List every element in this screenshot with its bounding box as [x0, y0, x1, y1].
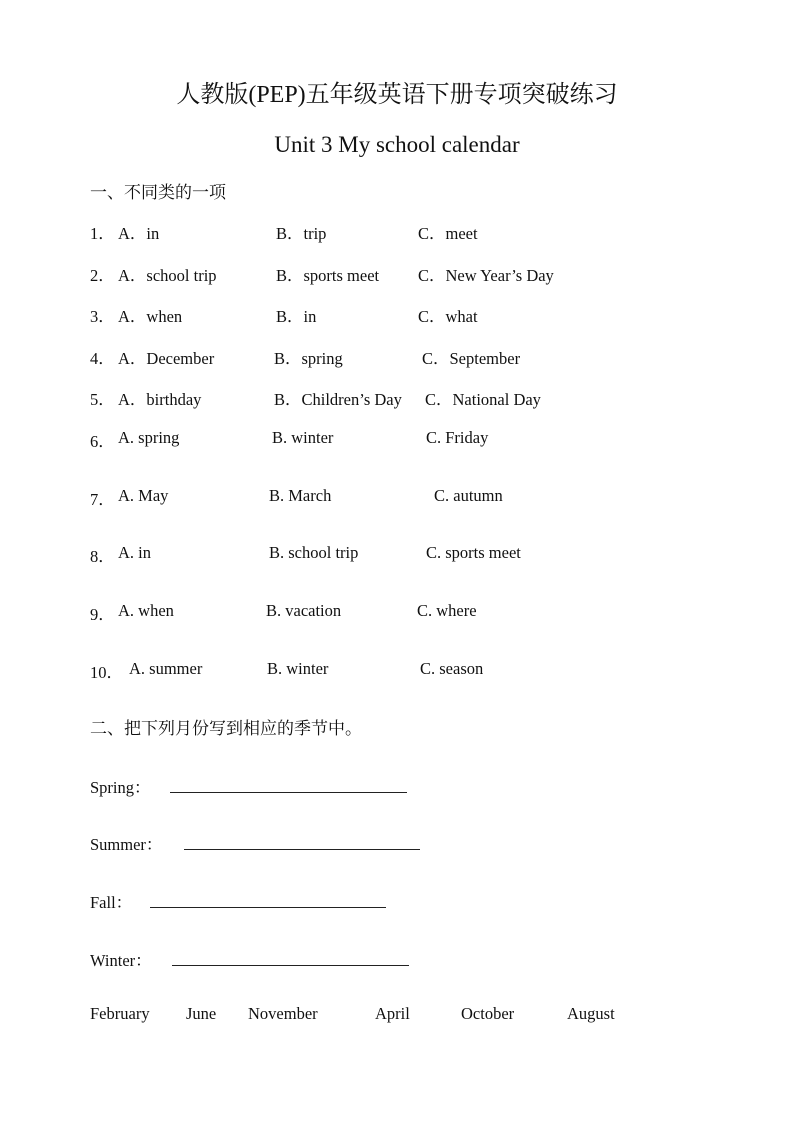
answer-line-summer[interactable]: [184, 849, 420, 850]
option-b: B. March: [269, 486, 332, 505]
option-c: C. sports meet: [426, 543, 521, 562]
answer-line-fall[interactable]: [150, 907, 386, 908]
answer-line-spring[interactable]: [170, 792, 407, 793]
option-b: B．in: [276, 307, 317, 326]
option-a: A．when: [118, 307, 183, 326]
option-b: B．sports meet: [276, 266, 380, 285]
option-b: B. winter: [267, 659, 329, 678]
option-a: A. when: [118, 601, 174, 620]
season-label-spring: Spring：: [90, 778, 151, 797]
month-word: November: [248, 1004, 318, 1023]
question-number: 1．: [90, 224, 115, 243]
option-b: B. vacation: [266, 601, 342, 620]
option-a: A. spring: [118, 428, 180, 447]
option-c: C. Friday: [426, 428, 489, 447]
page-title: 人教版(PEP)五年级英语下册专项突破练习: [176, 82, 618, 108]
option-b: B．Children’s Day: [274, 390, 402, 409]
option-b: B．trip: [276, 224, 327, 243]
section1-heading: 一、不同类的一项: [90, 183, 226, 202]
option-c: C．September: [422, 349, 521, 368]
option-a: A．December: [118, 349, 215, 368]
option-a: A．school trip: [118, 266, 217, 285]
option-c: C．National Day: [425, 390, 541, 409]
month-word: February: [90, 1004, 150, 1023]
question-number: 6．: [90, 432, 115, 451]
season-label-winter: Winter：: [90, 951, 152, 970]
question-number: 2．: [90, 266, 115, 285]
question-number: 9．: [90, 605, 115, 624]
section2-heading: 二、把下列月份写到相应的季节中。: [90, 719, 362, 738]
question-number: 4．: [90, 349, 115, 368]
season-label-summer: Summer：: [90, 835, 163, 854]
option-b: B. winter: [272, 428, 334, 447]
month-word: April: [375, 1004, 410, 1023]
option-a: A. May: [118, 486, 169, 505]
month-word: October: [461, 1004, 515, 1023]
option-c: C. where: [417, 601, 477, 620]
option-c: C．meet: [418, 224, 478, 243]
season-label-fall: Fall：: [90, 893, 133, 912]
option-a: A．birthday: [118, 390, 202, 409]
option-c: C．what: [418, 307, 478, 326]
page-subtitle: Unit 3 My school calendar: [274, 132, 520, 157]
option-a: A. in: [118, 543, 151, 562]
question-number: 3．: [90, 307, 115, 326]
option-a: A. summer: [129, 659, 203, 678]
answer-line-winter[interactable]: [172, 965, 409, 966]
question-number: 8．: [90, 547, 115, 566]
option-b: B．spring: [274, 349, 343, 368]
option-b: B. school trip: [269, 543, 359, 562]
option-c: C. season: [420, 659, 484, 678]
month-word: August: [567, 1004, 615, 1023]
question-number: 7．: [90, 490, 115, 509]
question-number: 10．: [90, 663, 123, 682]
question-number: 5．: [90, 390, 115, 409]
option-c: C. autumn: [434, 486, 503, 505]
option-a: A．in: [118, 224, 160, 243]
option-c: C．New Year’s Day: [418, 266, 554, 285]
month-word: June: [186, 1004, 217, 1023]
